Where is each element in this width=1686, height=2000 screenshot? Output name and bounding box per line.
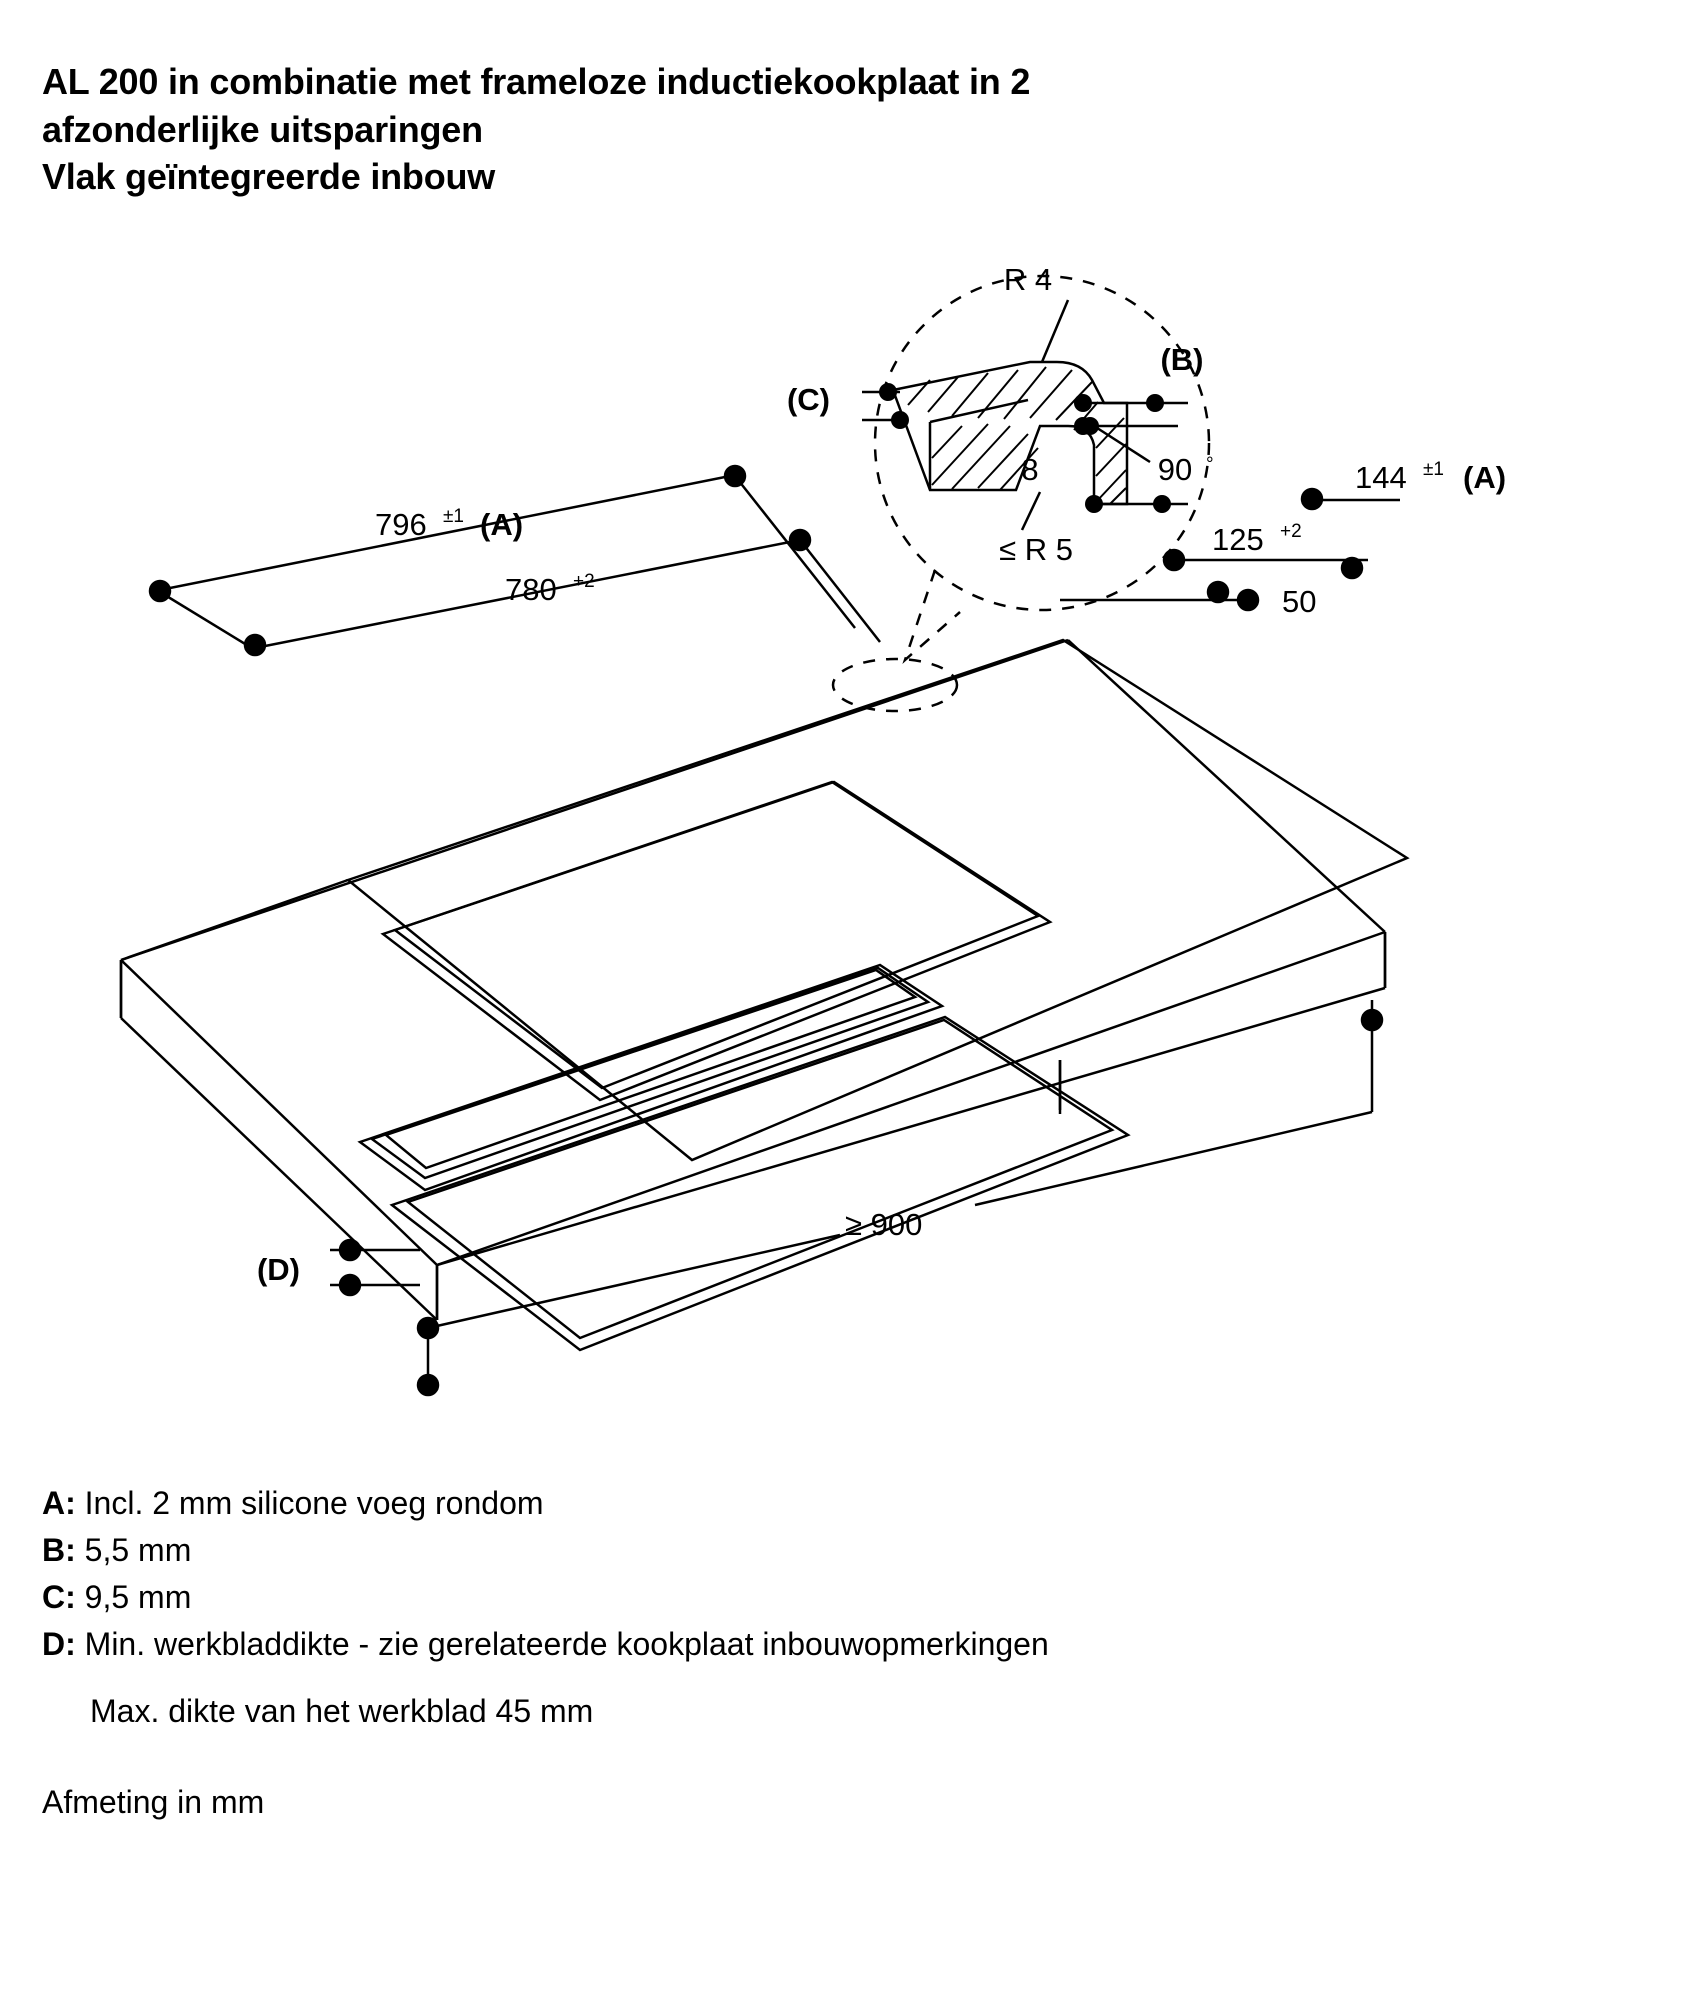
note-text-a: Incl. 2 mm silicone voeg rondom (84, 1485, 544, 1521)
dimension-780 (255, 530, 880, 648)
dimension-796-value: 796 (375, 507, 427, 542)
note-text-b: 5,5 mm (84, 1532, 192, 1569)
dimension-780-tolerance: +2 (573, 571, 595, 592)
dimension-796-tolerance: ±1 (443, 506, 464, 527)
note-row-c (42, 1574, 1542, 1621)
dimension-144-label: (A) (1463, 460, 1507, 495)
dimension-125 (1164, 521, 1368, 578)
title-line-2: afzonderlijke uitsparingen (42, 108, 483, 150)
dimension-796-label: (A) (480, 507, 524, 542)
note-row-a (42, 1480, 1542, 1527)
technical-drawing (0, 230, 1686, 1420)
detail-thickness-label: 8 (1021, 452, 1039, 487)
dimension-50 (1060, 582, 1316, 619)
note-row-d (42, 1621, 1542, 1668)
dimension-d-label: (D) (256, 1252, 300, 1287)
note-unit: Afmeting in mm (42, 1784, 265, 1821)
note-text-d: Min. werkbladdikte - zie gerelateerde kookplaat inbouwopmerkingen (84, 1626, 1049, 1663)
dimension-125-value: 125 (1212, 522, 1264, 557)
note-key-a: A: (42, 1485, 76, 1521)
detail-c-label: (C) (786, 382, 830, 417)
drawing-svg (0, 230, 1686, 1420)
note-key-b: B: (42, 1532, 76, 1569)
note-text-c: 9,5 mm (84, 1579, 192, 1616)
note-max-thickness: Max. dikte van het werkblad 45 mm (90, 1693, 594, 1730)
title-line-1: AL 200 in combinatie met frameloze inductiekookplaat in 2 (42, 61, 1031, 102)
detail-r4-label: R 4 (1003, 262, 1053, 297)
note-key-c: C: (42, 1579, 76, 1616)
detail-angle-unit: ° (1206, 454, 1214, 475)
detail-bubble (833, 276, 1209, 711)
worktop-isometric (121, 640, 1407, 1320)
page-title (42, 58, 1512, 201)
detail-cross-section (787, 262, 1214, 567)
notes-list (42, 1480, 1542, 1826)
dimension-144 (1302, 459, 1506, 509)
detail-angle-value: 90 (1157, 452, 1193, 487)
dimension-144-tolerance: ±1 (1423, 459, 1444, 480)
detail-b-dimension (1074, 342, 1204, 435)
detail-r5-label: ≤ R 5 (999, 532, 1073, 567)
dimension-50-value: 50 (1282, 584, 1317, 619)
note-row-b (42, 1527, 1542, 1574)
dimension-d (257, 1240, 420, 1295)
cutout-hob (392, 1017, 1128, 1350)
dimension-796 (150, 466, 855, 655)
subtitle: Vlak geïntegreerde inbouw (42, 156, 496, 198)
dimension-780-value: 780 (505, 572, 557, 607)
worktop-supports (121, 960, 1060, 1114)
detail-c-dimension (787, 382, 909, 429)
dimension-144-value: 144 (1355, 460, 1407, 495)
dimension-900-value: ≥ 900 (845, 1207, 923, 1242)
note-key-d: D: (42, 1626, 76, 1663)
detail-b-label: (B) (1160, 342, 1204, 377)
dimension-125-tolerance: +2 (1280, 521, 1302, 542)
